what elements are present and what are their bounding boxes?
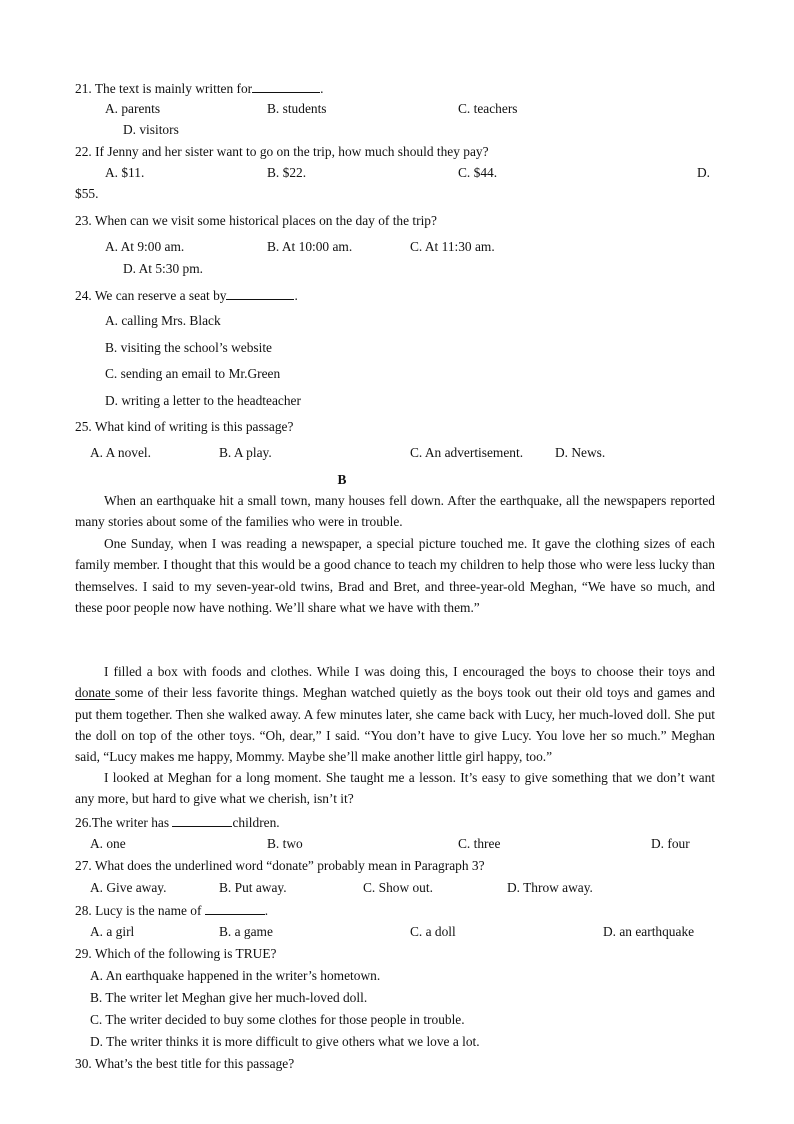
q26-option-d[interactable]: D. four — [651, 836, 690, 851]
answer-blank[interactable] — [205, 902, 265, 915]
q27-option-c[interactable]: C. Show out. — [363, 880, 433, 895]
q22-option-b[interactable]: B. $22. — [267, 165, 307, 180]
q26-stem: 26.The writer has children. — [75, 815, 280, 830]
q22-option-d-value[interactable]: $55. — [75, 186, 99, 201]
q28-stem: 28. Lucy is the name of . — [75, 903, 269, 918]
q29-option-c[interactable]: C. The writer decided to buy some clothes for those people in trouble. — [90, 1012, 465, 1027]
q28-option-c[interactable]: C. a doll — [410, 924, 456, 939]
q25-option-a[interactable]: A. A novel. — [90, 445, 152, 460]
q25-stem: 25. What kind of writing is this passage? — [75, 419, 294, 434]
underlined-word-donate: donate — [75, 685, 116, 701]
q23-option-a[interactable]: A. At 9:00 am. — [105, 239, 185, 254]
q26-option-c[interactable]: C. three — [458, 836, 501, 851]
q25-option-d[interactable]: D. News. — [555, 445, 606, 460]
q25-option-c[interactable]: C. An advertisement. — [410, 445, 524, 460]
q28-option-d[interactable]: D. an earthquake — [603, 924, 695, 939]
q25-option-b[interactable]: B. A play. — [219, 445, 272, 460]
q22-option-d-label[interactable]: D. — [697, 165, 711, 180]
q27-option-d[interactable]: D. Throw away. — [507, 880, 593, 895]
q27-option-a[interactable]: A. Give away. — [90, 880, 167, 895]
q24-option-b[interactable]: B. visiting the school’s website — [105, 340, 273, 355]
q22-option-a[interactable]: A. $11. — [105, 165, 145, 180]
q23-option-b[interactable]: B. At 10:00 am. — [267, 239, 353, 254]
q29-option-d[interactable]: D. The writer thinks it is more difficult to give others what we love a lot. — [90, 1034, 480, 1049]
q30-stem: 30. What’s the best title for this passage? — [75, 1056, 295, 1071]
q21-option-a[interactable]: A. parents — [105, 101, 161, 116]
q27-stem: 27. What does the underlined word “donate” probably mean in Paragraph 3? — [75, 858, 485, 873]
passage-paragraph-1: When an earthquake hit a small town, many houses fell down. After the earthquake, all the newspapers reported many stories about some of the families who were in trouble. — [75, 493, 715, 530]
answer-blank[interactable] — [252, 80, 320, 93]
q24-option-a[interactable]: A. calling Mrs. Black — [105, 313, 221, 328]
q29-stem: 29. Which of the following is TRUE? — [75, 946, 277, 961]
q24-option-c[interactable]: C. sending an email to Mr.Green — [105, 366, 281, 381]
q23-stem: 23. When can we visit some historical places on the day of the trip? — [75, 213, 437, 228]
q21-stem: 21. The text is mainly written for . — [75, 81, 324, 96]
q22-option-c[interactable]: C. $44. — [458, 165, 498, 180]
answer-blank[interactable] — [172, 814, 232, 827]
q21-option-b[interactable]: B. students — [267, 101, 327, 116]
passage-paragraph-3: I filled a box with foods and clothes. While I was doing this, I encouraged the boys to choose their toys and donate some of their less favorite things. Meghan watched quietly as the boys took out their old toys and games and put them together. Then she walked away. A few minutes later, she came back with Lucy, her much-loved doll. She put the doll on top of the other toys. “Oh, dear,” I said. “You don’t have to give Lucy. You love her so much.” Meghan said, “Lucy makes me happy, Mommy. Maybe she’ll make another little girl happy, too.” — [75, 664, 715, 765]
q26-option-a[interactable]: A. one — [90, 836, 126, 851]
q21-option-d[interactable]: D. visitors — [123, 122, 179, 137]
answer-blank[interactable] — [226, 287, 294, 300]
q28-option-b[interactable]: B. a game — [219, 924, 273, 939]
section-b-heading: B — [337, 472, 347, 487]
q23-option-c[interactable]: C. At 11:30 am. — [410, 239, 495, 254]
q27-option-b[interactable]: B. Put away. — [219, 880, 287, 895]
q21-option-c[interactable]: C. teachers — [458, 101, 518, 116]
passage-paragraph-4: I looked at Meghan for a long moment. She taught me a lesson. It’s easy to give something that we don’t want any more, but hard to give what we cherish, isn’t it? — [75, 770, 715, 807]
q23-option-d[interactable]: D. At 5:30 pm. — [123, 261, 203, 276]
q24-option-d[interactable]: D. writing a letter to the headteacher — [105, 393, 301, 408]
q28-option-a[interactable]: A. a girl — [90, 924, 135, 939]
q22-stem: 22. If Jenny and her sister want to go on the trip, how much should they pay? — [75, 144, 489, 159]
q29-option-b[interactable]: B. The writer let Meghan give her much-loved doll. — [90, 990, 368, 1005]
q26-option-b[interactable]: B. two — [267, 836, 303, 851]
q29-option-a[interactable]: A. An earthquake happened in the writer’s hometown. — [90, 968, 381, 983]
passage-paragraph-2: One Sunday, when I was reading a newspaper, a special picture touched me. It gave the clothing sizes of each family member. I thought that this would be a good chance to teach my children to help those who were less lucky than themselves. I said to my seven-year-old twins, Brad and Bret, and three-year-old Meghan, “We have so much, and these poor people now have nothing. We’ll share what we have with them.” — [75, 536, 715, 615]
q24-stem: 24. We can reserve a seat by . — [75, 288, 298, 303]
